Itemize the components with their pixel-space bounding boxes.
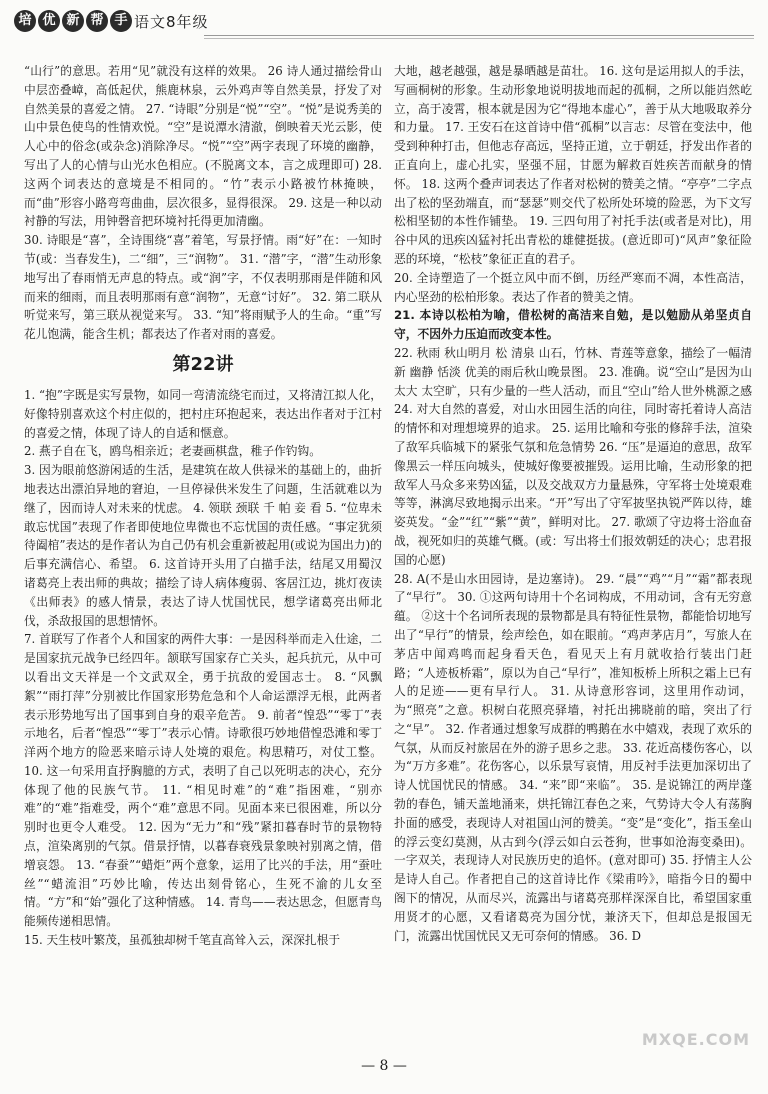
brand-char: 新 xyxy=(62,10,84,32)
answer-paragraph: 20. 全诗塑造了一个挺立风中而不倒，历经严寒而不凋，本性高洁，内心坚劲的松柏形象。表达了作者的赞美之情。 xyxy=(394,270,752,304)
brand-char: 帮 xyxy=(86,10,108,32)
answer-paragraph: 1. “抱”字既是实写景物，如同一弯清流绕宅而过，又将清江拟人化，好像特别喜欢这个村庄似的，把村庄环抱起来，表达出作者对于江村的喜爱之情，体现了诗人的自适和惬意。 xyxy=(24,387,382,440)
brand-char: 培 xyxy=(14,10,36,32)
answer-paragraph: 3. 因为眼前悠游闲适的生活，是建筑在故人供禄米的基础上的，曲折地表达出漂泊异地的窘迫，一旦停禄供米发生了问题，生活就难以为继了，因而诗人对未来的忧虑。 4. 领联 颈联 千 帕 妾 看 5. “位卑未敢忘忧国”表现了作者即使地位卑微也不忘忧国的责任感。“事定犹须待阖棺”表达的是作者认为自己仍有机会重新被起用(或说为国出力)的后事充满信心、希望。 6. 这首诗开头用了白描手法，结尾又用蜀汉诸葛亮上表出师的典故；描绘了诗人病体瘦弱、客居江边，挑灯夜读《出师表》的感人情景，表达了诗人忧国忧民，想学诸葛亮出师北伐，杀敌报国的思想情怀。 xyxy=(24,463,382,628)
answer-paragraph: 28. A(不是山水田园诗，是边塞诗)。 29. “晨”“鸡”“月”“霜”都表现了“早行”。 30. ①这两句诗用十个名词构成，不用动词，含有无穷意蕴。 ②这十个名词所表现的景物都是具有特征性景物，都能恰切地写出了“早行”的情景，绘声绘色，如在眼前。“鸡声茅店月”，写旅人在茅店中闻鸡鸣而起身看天色，看见天上有月就收拾行装出门赶路；“人迹板桥霜”，原以为自己“早行”，准知板桥上所积之霜上已有人的足迹——更有早行人。 31. 从诗意形容词，这里用作动词，为“照亮”之意。枳树白花照亮驿墙，衬托出拂晓前的暗，突出了行之“早”。 32. 作者通过想象写成群的鸭鹅在水中嬉戏，表现了欢乐的气氛，从而反衬旅居在外的游子思乡之悲。 33. 花近高楼伤客心，以为“万方多难”。花伤客心，以乐景写哀情，用反衬手法更加深切出了诗人忧国忧民的情感。 34. “来”即“来临”。 35. 是说锦江的两岸蓬勃的春色，铺天盖地涌来，烘托锦江春色之来，气势诗大令人有荡胸扑面的感受，表现诗人对祖国山河的赞美。“变”是“变化”，指玉垒山的浮云变幻莫测，从古到今(浮云如白云苍狗，世事如沧海变桑田)。一字双关，表现诗人对民族历史的追怀。(意对即可) 35. 抒情主人公是诗人自己。作者把自己的这首诗比作《梁甫吟》，暗指今日的蜀中阁下的情况，从而尽兴，流露出与诸葛亮那样深深自比，希望国家重用贤才的心愿，又看诸葛亮为国分忧，兼济天下，但却总是报国无门，流露出忧国忧民又无可奈何的情感。 36. D xyxy=(394,571,752,943)
brand-char: 优 xyxy=(38,10,60,32)
brand-char: 手 xyxy=(110,10,132,32)
page-header xyxy=(14,10,754,50)
lecture-title: 第22讲 xyxy=(172,353,234,375)
answer-paragraph: 30. 诗眼是“喜”，全诗围绕“喜”着笔，写景抒情。雨“好”在：一知时节(或：当春发生)，二“细”，三“润物”。 31. “潜”字，“潜”生动形象地写出了春雨悄无声息的特点。或“润”字，不仅表明那雨是伴随和风而来的细雨，而且表明那雨有意“润物”，无意“讨好”。 32. 第二联从听觉来写，第三联从视觉来写。 33. “知”将雨赋予人的生命。“重”写花儿饱满，能含生机；都表达了作者对雨的喜爱。 xyxy=(24,233,382,342)
header-divider xyxy=(204,38,754,39)
header-divider xyxy=(204,35,754,36)
answer-paragraph: 21. 本诗以松柏为喻，借松树的高洁来自勉，是以勉励从弟坚贞自守，不因外力压迫而改变本性。 xyxy=(394,308,752,342)
page-number: — 8 — xyxy=(361,1058,407,1074)
answer-paragraph: 15. 天生枝叶繁茂，虽孤独却树千笔直高耸入云，深深扎根于 xyxy=(24,933,341,948)
brand-logo xyxy=(14,10,132,32)
grade-label: 语文8年级 xyxy=(134,13,209,31)
answer-paragraph: 7. 首联写了作者个人和国家的两件大事：一是因科举而走入仕途，二是国家抗元战争已经四年。颔联写国家存亡关头，起兵抗元，从中可以看出文天祥是一个文武双全，勇于抗敌的爱国志士。 8. “风飘絮”“雨打萍”分别被比作国家形势危急和个人命运漂浮无根，此两者表示形势地写出了国事到自身的艰辛危苦。 9. 前者“惶恐”“零丁”表示地名，后者“惶恐”“零丁”表示心情。诗歌很巧妙地借惶恐滩和零丁洋两个地方的险恶来暗示诗人处境的艰危。构思精巧，对仗工整。 10. 这一句采用直抒胸臆的方式，表明了自己以死明志的决心，充分体现了他的民族气节。 11. “相见时难”的“难”指困难，“别亦难”的“难”指难受，两个“难”意思不同。见面本来已很困难，所以分别时也更令人难受。 12. 因为“无力”和“残”紧扣暮春时节的景物特点，渲染离别的气氛。借景抒情，以暮春衰残景象映衬别离之情，借增哀怨。 13. “春蚕”“蜡炬”两个意象，运用了比兴的手法，用“蚕吐丝”“蜡流泪”巧妙比喻，传达出刻骨铭心，生死不渝的儿女至情。“方”和“始”强化了这种情感。 14. 青鸟——表达思念，但愿青鸟能频传递相思情。 xyxy=(24,632,382,929)
answer-paragraph: 22. 秋雨 秋山明月 松 清泉 山石，竹林、青莲等意象，描绘了一幅清新 幽静 恬淡 优美的雨后秋山晚景图。 23. 准确。说“空山”是因为山太大 太空旷，只有少量的一些人活动，而且“空山”给人世外桃源之感 24. 对大自然的喜爱，对山水田园生活的向往，同时寄托着诗人高洁的情怀和对理想境界的追求。 25. 运用比喻和夸张的修辞手法，渲染了敌军兵临城下的紧张气氛和危急情势 26. “压”是逼迫的意思，敌军像黑云一样压向城头，使城好像要被摧毁。运用比喻，生动形象的把敌军人马众多来势凶猛，以及交战双方力量悬殊，守军将士处境艰难等等，淋漓尽致地揭示出来。“开”写出了守军披坚执锐严阵以待，雄姿英发。“金”“红”“紫”“黄”，鲜明对比。 27. 歌颂了守边将士浴血奋战，视死如归的英雄气概。(或：写出将士们报效朝廷的决心；忠君报国的心愿) xyxy=(394,345,752,567)
answer-paragraph: 大地，越老越强，越是暴晒越是苗壮。 16. 这句是运用拟人的手法，写画桐树的形象。生动形象地说明拔地而起的孤桐，之所以能岿然屹立，高于凌霄，根本就是因为它“得地本虚心”，善于从大地吸取养分和力量。 17. 王安石在这首诗中借“孤桐”以言志：尽管在变法中，他受到种种打击，但他志存高远，坚持正道，立于朝廷，抒发出作者的正直向上，虚心扎实，坚强不屈，甘愿为解救百姓疾苦而献身的情怀。 18. 这两个叠声词表达了作者对松树的赞美之情。“亭亭”二字点出了松的坚劲端直，而“瑟瑟”则交代了松所处环境的险恶，为下文写松相坚韧的本性作铺垫。 19. 三四句用了衬托手法(或者是对比)，用谷中风的迅疾凶猛衬托出青松的雄健挺拔。(意近即可)“风声”象征险恶的环境，“松枝”象征正直的君子。 xyxy=(394,64,752,266)
watermark: MXQE.COM xyxy=(641,1030,750,1049)
right-column xyxy=(394,62,752,945)
answer-paragraph: 2. 燕子自在飞，鸥鸟相亲近；老妻画棋盘，稚子作钓钩。 xyxy=(24,444,321,459)
left-column xyxy=(24,62,382,950)
answer-paragraph: “山行”的意思。若用“见”就没有这样的效果。 26 诗人通过描绘骨山中层峦叠嶂，高低起伏，熊鹿林泉，云外鸡声等自然美景，抒发了对自然美景的喜爱之情。 27. “诗眼”分别是“悦”“空”。“悦”是说秀美的山中景色使鸟的性情欢悦。“空”是说潭水清澈，倒映着天光云影，使人心中的俗念(或杂念)消除净尽。“悦”“空”两字表现了环境的幽静，写出了人的心情与山光水色相应。(不脱离文本，言之成理即可) 28. 这两个词表达的意境是不相同的。“竹”表示小路被竹林掩映，而“曲”形容小路弯弯曲曲，层次很多，显得很深。 29. 这是一种以动衬静的写法，用钟磬音把环境衬托得更加清幽。 xyxy=(24,64,382,229)
